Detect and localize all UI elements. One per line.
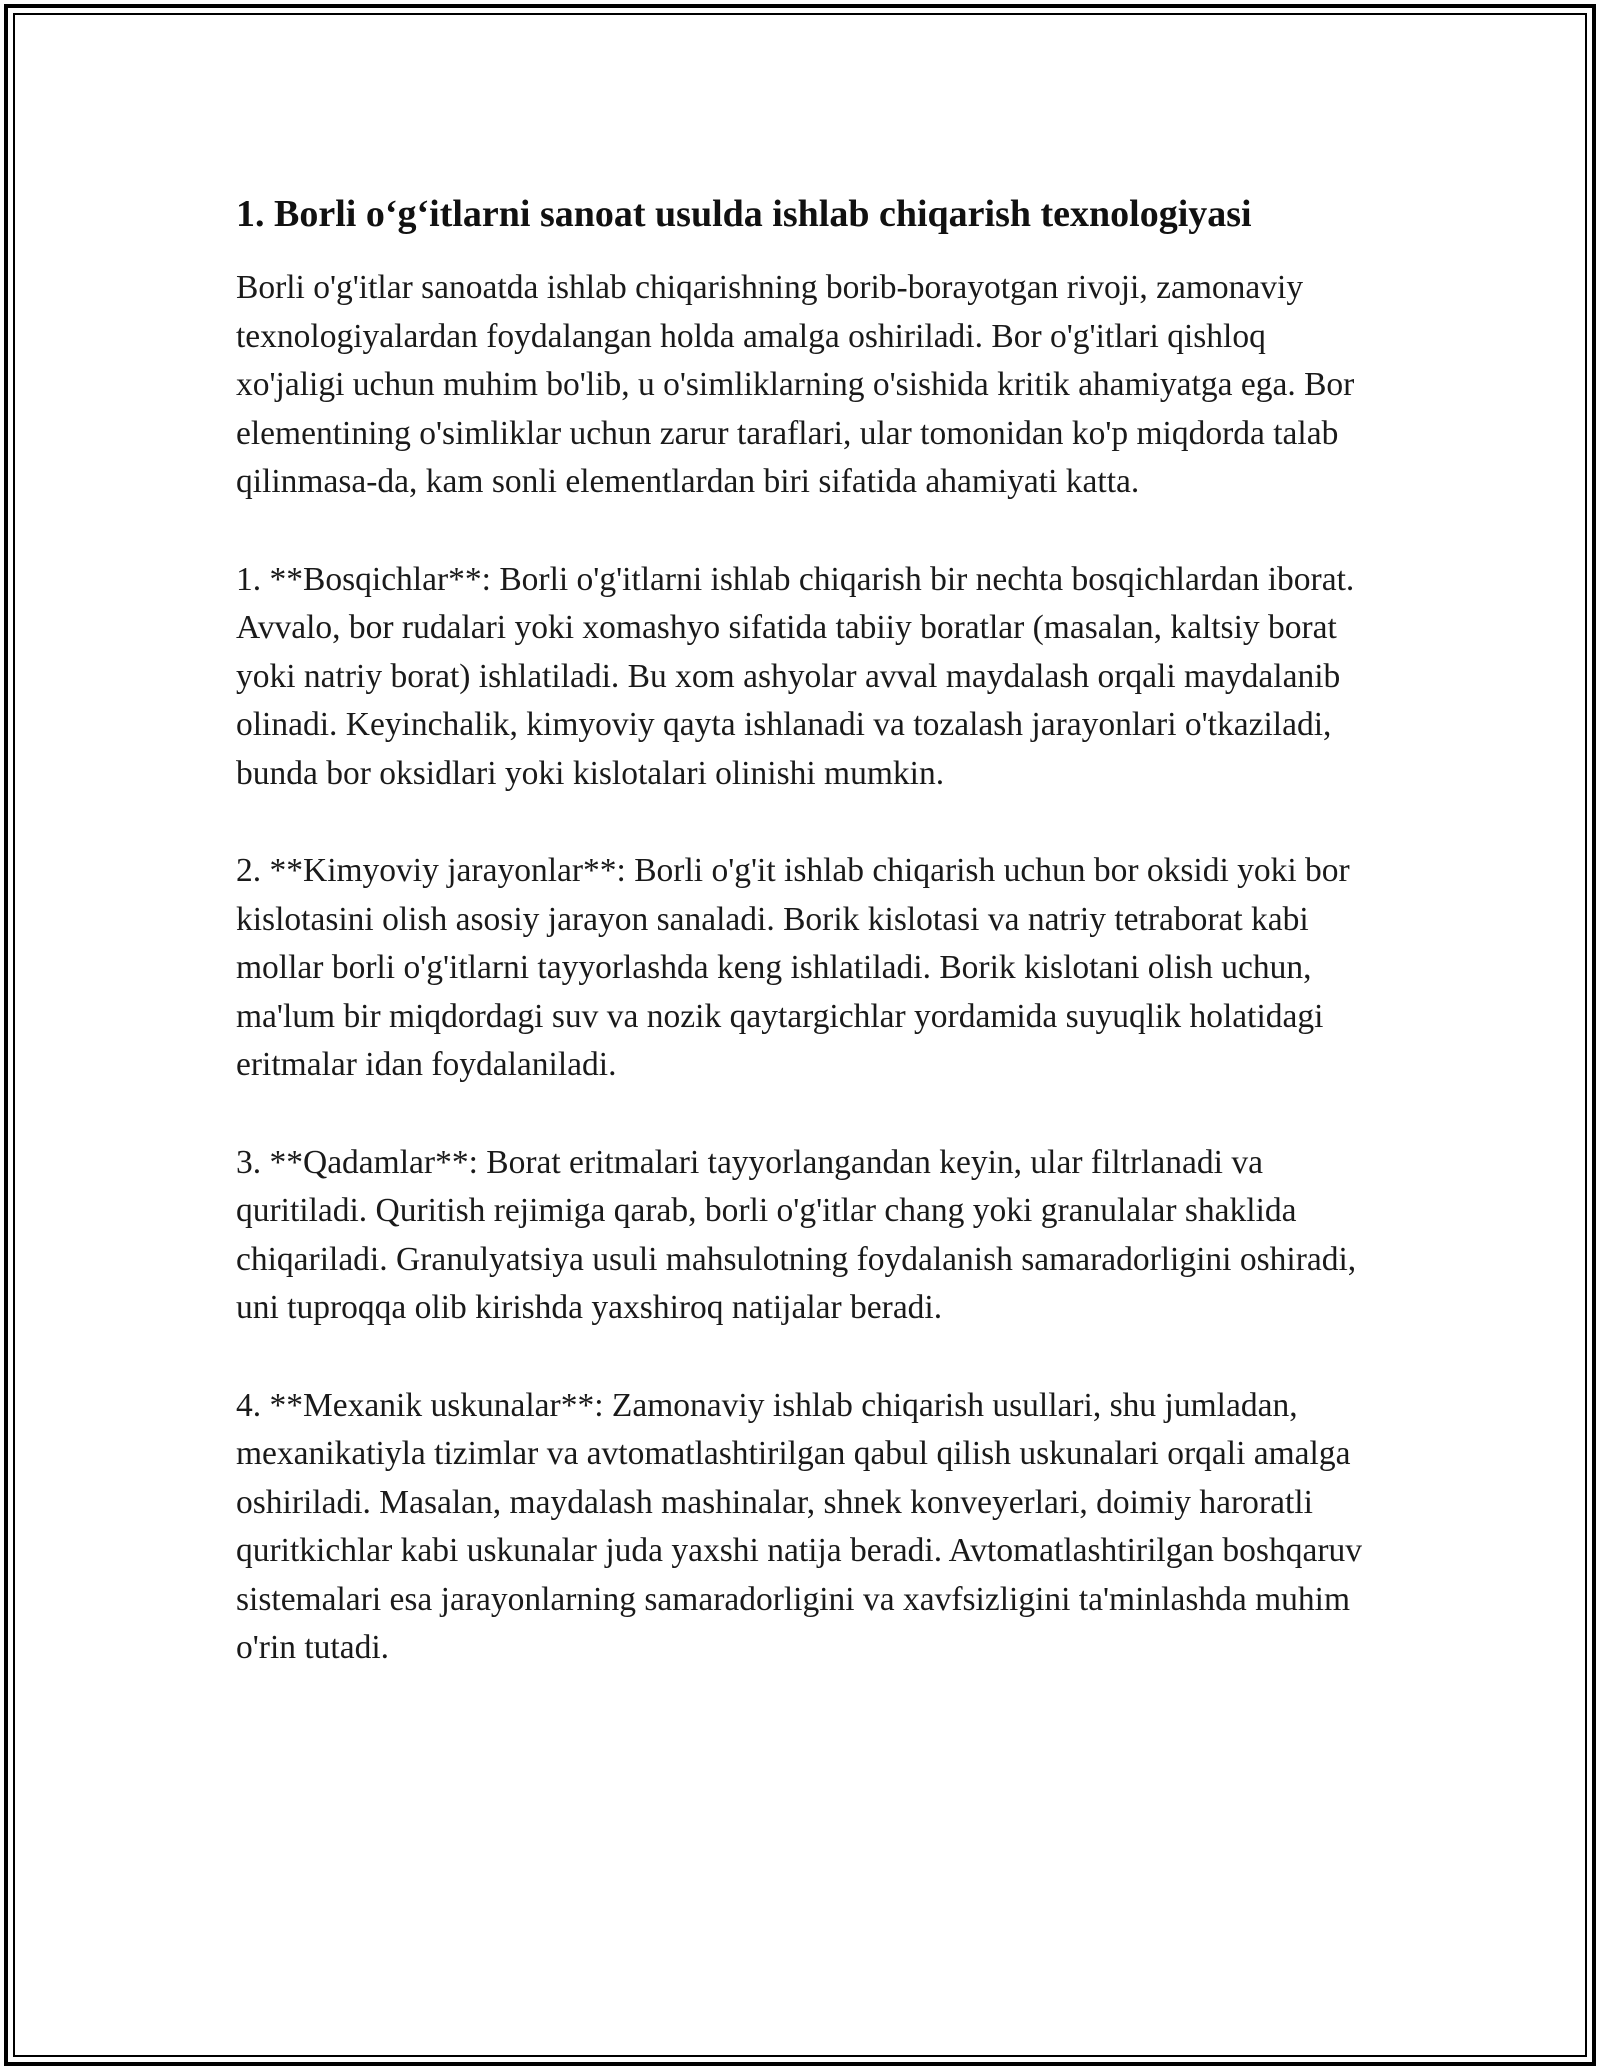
paragraph-bosqichlar: 1. **Bosqichlar**: Borli o'g'itlarni ishlab chiqarish bir nechta bosqichlardan iborat. Avvalo, bor rudalari yoki xomashyo sifatida tabiiy boratlar (masalan, kaltsiy borat yoki natriy borat) ishlatiladi. Bu xom ashyolar avval maydalash orqali maydalanib olinadi. Keyinchalik, kimyoviy qayta ishlanadi va tozalash jarayonlari o'tkaziladi, bunda bor oksidlari yoki kislotalari olinishi mumkin. (236, 560, 1355, 792)
paragraph-kimyoviy-jarayonlar: 2. **Kimyoviy jarayonlar**: Borli o'g'it ishlab chiqarish uchun bor oksidi yoki bor kislotasini olish asosiy jarayon sanaladi. Borik kislotasi va natriy tetraborat kabi mollar borli o'g'itlarni tayyorlashda keng ishlatiladi. Borik kislotani olish uchun, ma'lum bir miqdordagi suv va nozik qaytargichlar yordamida suyuqlik holatidagi eritmalar idan foydalaniladi. (236, 852, 1350, 1083)
paragraph-mexanik-uskunalar: 4. **Mexanik uskunalar**: Zamonaviy ishlab chiqarish usullari, shu jumladan, mexanikatiyla tizimlar va avtomatlashtirilgan qabul qilish uskunalari orqali amalga oshiriladi. Masalan, maydalash mashinalar, shnek konveyerlari, doimiy haroratli quritkichlar kabi uskunalar juda yaxshi natija beradi. Avtomatlashtirilgan boshqaruv sistemalari esa jarayonlarning samaradorligini va xavfsizligini ta'minlashda muhim o'rin tutadi. (236, 1386, 1362, 1666)
document-title: 1. Borli o‘g‘itlarni sanoat usulda ishlab chiqarish texnologiyasi (236, 193, 1252, 235)
paragraph-intro: Borli o'g'itlar sanoatda ishlab chiqarishning borib-borayotgan rivoji, zamonaviy texnologiyalardan foydalangan holda amalga oshiriladi. Bor o'g'itlari qishloq xo'jaligi uchun muhim bo'lib, u o'simliklarning o'sishida kritik ahamiyatga ega. Bor elementining o'simliklar uchun zarur taraflari, ular tomonidan ko'p miqdorda talab qilinmasa-da, kam sonli elementlardan biri sifatida ahamiyati katta. (236, 269, 1355, 500)
paragraph-qadamlar: 3. **Qadamlar**: Borat eritmalari tayyorlangandan keyin, ular filtrlanadi va quritiladi. Quritish rejimiga qarab, borli o'g'itlar chang yoki granulalar shaklida chiqariladi. Granulyatsiya usuli mahsulotning foydalanish samaradorligini oshiradi, uni tuproqqa olib kirishda yaxshiroq natijalar beradi. (236, 1143, 1357, 1326)
document-body (236, 186, 1376, 1722)
